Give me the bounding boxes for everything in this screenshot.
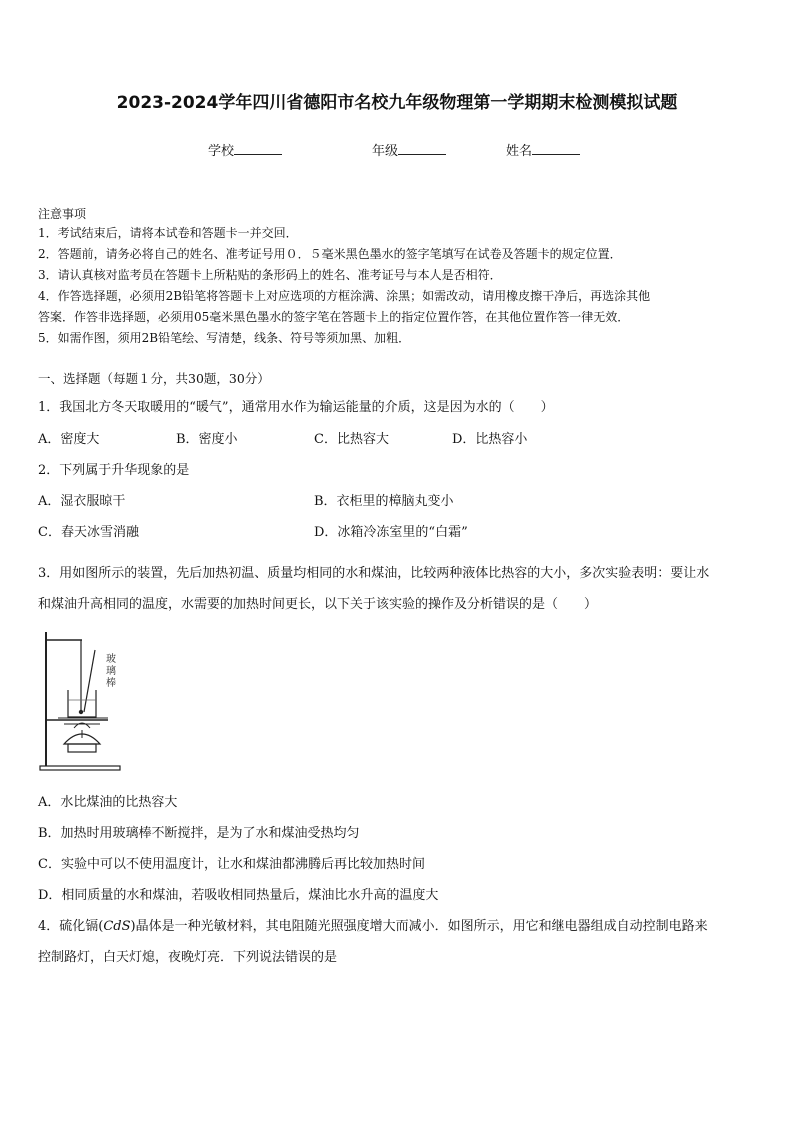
q1-option-d[interactable]: D．比热容小 (452, 432, 528, 447)
notice-item: 答案．作答非选择题，必须用05毫米黑色墨水的签字笔在答题卡上的指定位置作答，在其他位置作答一律无效． (38, 310, 630, 324)
question-3-stem-line-2: 和煤油升高相同的温度，水需要的加热时间更长，以下关于该实验的操作及分析错误的是（ ） (38, 597, 598, 612)
q3-option-c[interactable]: C．实验中可以不使用温度计，让水和煤油都沸腾后再比较加热时间 (38, 857, 425, 872)
q3-option-b[interactable]: B．加热时用玻璃棒不断搅拌，是为了水和煤油受热均匀 (38, 826, 360, 841)
question-4-stem-line-1 (38, 915, 708, 934)
question-2-stem: 2．下列属于升华现象的是 (38, 463, 190, 478)
notice-item: 1．考试结束后，请将本试卷和答题卡一并交回． (38, 226, 298, 240)
q1-option-b[interactable]: B．密度小 (176, 432, 238, 447)
question-4-stem-line-2: 控制路灯，白天灯熄，夜晚灯亮．下列说法错误的是 (38, 950, 338, 965)
question-1-stem: 1．我国北方冬天取暖用的“暖气”，通常用水作为输运能量的介质，这是因为水的（ ） (38, 400, 554, 415)
grade-label: 年级 (372, 144, 399, 159)
notice-item: 5．如需作图，须用2B铅笔绘、写清楚，线条、符号等须加黑、加粗． (38, 331, 411, 345)
stand-base (40, 766, 120, 770)
grade-field[interactable] (372, 140, 446, 159)
heating-apparatus-figure (38, 626, 130, 774)
grade-blank[interactable] (398, 142, 446, 155)
q4-stem-prefix: 4．硫化镉( (38, 919, 104, 934)
section-heading: 一、选择题（每题１分，共30题，30分） (38, 371, 270, 386)
q2-option-c[interactable]: C．春天冰雪消融 (38, 525, 139, 540)
q1-option-a[interactable]: A．密度大 (38, 432, 100, 447)
name-label: 姓名 (506, 144, 533, 159)
page-title: 2023-2024学年四川省德阳市名校九年级物理第一学期期末检测模拟试题 (116, 93, 678, 113)
q2-option-a[interactable]: A．湿衣服晾干 (38, 494, 126, 509)
name-field[interactable] (506, 140, 580, 159)
q3-option-a[interactable]: A．水比煤油的比热容大 (38, 795, 178, 810)
name-blank[interactable] (532, 142, 580, 155)
glass-rod-label-2: 璃 (106, 666, 116, 677)
glass-rod (84, 650, 95, 712)
q3-option-d[interactable]: D．相同质量的水和煤油，若吸收相同热量后，煤油比水升高的温度大 (38, 888, 439, 903)
notice-item: 4．作答选择题，必须用2B铅笔将答题卡上对应选项的方框涂满、涂黑；如需改动，请用橡皮擦干净后，再选涂其他 (38, 289, 651, 303)
q1-option-c[interactable]: C．比热容大 (314, 432, 389, 447)
glass-rod-label-3: 棒 (106, 678, 116, 689)
q2-option-b[interactable]: B．衣柜里的樟脑丸变小 (314, 494, 454, 509)
school-blank[interactable] (234, 142, 282, 155)
notice-item: 3．请认真核对监考员在答题卡上所粘贴的条形码上的姓名、准考证号与本人是否相符． (38, 268, 502, 282)
q4-formula: CdS (103, 919, 131, 934)
q2-option-d[interactable]: D．冰箱冷冻室里的“白霜” (314, 525, 468, 540)
q4-stem-suffix: )晶体是一种光敏材料，其电阻随光照强度增大而减小．如图所示，用它和继电器组成自动控制电路来 (130, 919, 708, 934)
question-3-stem-line-1: 3．用如图所示的装置，先后加热初温、质量均相同的水和煤油，比较两种液体比热容的大小，多次实验表明：要让水 (38, 566, 710, 581)
school-field[interactable] (208, 140, 282, 159)
notice-item: 2．答题前，请务必将自己的姓名、准考证号用０．５毫米黑色墨水的签字笔填写在试卷及答题卡的规定位置． (38, 247, 622, 261)
notice-heading: 注意事项 (38, 207, 87, 221)
glass-rod-label-1: 玻 (106, 654, 116, 665)
school-label: 学校 (208, 144, 235, 159)
